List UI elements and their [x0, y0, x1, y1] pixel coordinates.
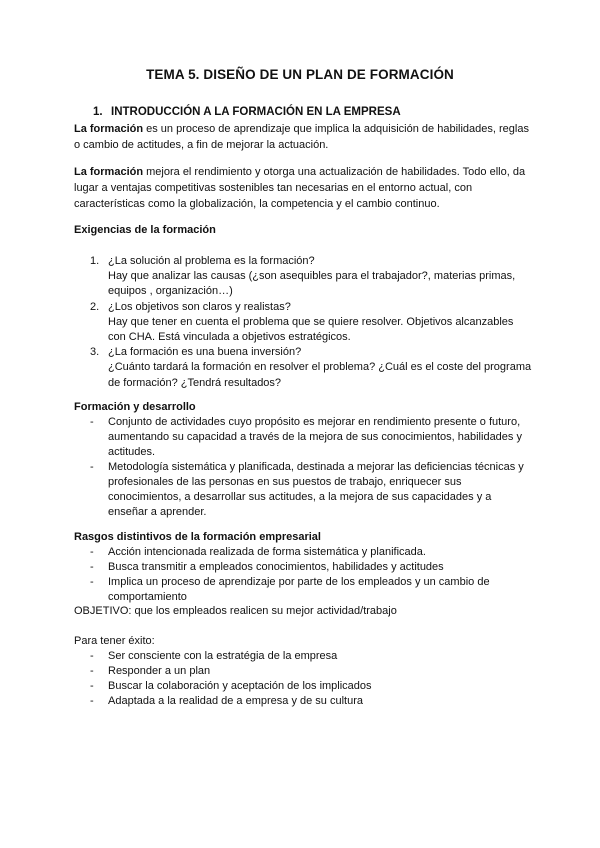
list-item: - Ser consciente con la estratégia de la empresa [90, 650, 338, 662]
subheading-desarrollo: Formación y desarrollo [74, 401, 196, 413]
paragraph-definicion [74, 121, 534, 153]
list-item: - Acción intencionada realizada de forma sistemática y planificada. [90, 546, 426, 558]
list-rasgos [74, 545, 534, 605]
list-item-answer: Hay que tener en cuenta el problema que se quiere resolver. Objetivos alcanzables con CHA. Está vinculada a objetivos estratégicos. [108, 315, 514, 344]
list-item: 2. ¿Los objetivos son claros y realistas? Hay que tener en cuenta el problema que se quiere resolver. Objetivos alcanzables con CHA. Está vinculada a objetivos estratégicos. [74, 300, 534, 346]
list-item-answer: ¿Cuánto tardará la formación en resolver el problema? ¿Cuál es el coste del programa de formación? ¿Tendrá resultados? [108, 361, 532, 389]
section-heading-text: INTRODUCCIÓN A LA FORMACIÓN EN LA EMPRESA [111, 106, 401, 118]
list-item: - Responder a un plan [90, 665, 211, 677]
subheading-rasgos: Rasgos distintivos de la formación empresarial [74, 531, 321, 543]
paragraph-bold-term: La formación [74, 166, 144, 178]
list-item: - Buscar la colaboración y aceptación de los implicados [90, 680, 372, 692]
list-item: - Implica un proceso de aprendizaje por parte de los empleados y un cambio de comportamiento [90, 576, 490, 603]
list-exigencias [74, 254, 534, 391]
list-item: - Busca transmitir a empleados conocimientos, habilidades y actitudes [90, 561, 444, 573]
list-item-answer: Hay que analizar las causas (¿son asequibles para el trabajador?, materias primas, equipos , organización…) [108, 270, 516, 298]
list-item: - Conjunto de actividades cuyo propósito es mejorar en rendimiento presente o futuro, aumentando su capacidad a través de la mejora de sus conocimientos, habilidades y actitudes. [90, 416, 522, 458]
list-item-question: ¿Los objetivos son claros y realistas? [108, 300, 291, 313]
list-item: 1. ¿La solución al problema es la formación? Hay que analizar las causas (¿son asequibles para el trabajador?, materias primas, equipos , organización…) [74, 254, 534, 300]
objetivo-line: OBJETIVO: que los empleados realicen su mejor actividad/trabajo [74, 605, 397, 617]
list-item: - Adaptada a la realidad de a empresa y de su cultura [90, 695, 363, 707]
list-item-question: ¿La solución al problema es la formación? [108, 255, 315, 267]
paragraph-text: mejora el rendimiento y otorga una actualización de habilidades. Todo ello, da lugar a ventajas competitivas sostenibles tan necesarias en el entorno actual, con características como la globalización, la competencia y el cambio continuo. [74, 166, 526, 210]
exito-intro: Para tener éxito: [74, 635, 155, 647]
subheading-exigencias: Exigencias de la formación [74, 224, 216, 236]
list-item-question: ¿La formación es una buena inversión? [108, 346, 302, 359]
section-number: 1. [93, 106, 103, 118]
paragraph-text: es un proceso de aprendizaje que implica la adquisición de habilidades, reglas o cambio de actitudes, a fin de mejorar la actuación. [74, 123, 529, 151]
list-desarrollo [74, 415, 534, 520]
list-item: 3. ¿La formación es una buena inversión? ¿Cuánto tardará la formación en resolver el problema? ¿Cuál es el coste del programa de formación? ¿Tendrá resultados? [74, 345, 534, 391]
paragraph-bold-term: La formación [74, 123, 144, 135]
paragraph-rendimiento [74, 164, 534, 212]
list-item: - Metodología sistemática y planificada, destinada a mejorar las deficiencias técnicas y profesionales de las personas en sus puestos de trabajo, enriquecer sus conocimientos, a desarrollar sus actitudes, a la mejora de sus capacidades y a enseñar a aprender. [90, 461, 524, 518]
document-title: TEMA 5. DISEÑO DE UN PLAN DE FORMACIÓN [146, 67, 454, 82]
list-exito [74, 649, 534, 709]
